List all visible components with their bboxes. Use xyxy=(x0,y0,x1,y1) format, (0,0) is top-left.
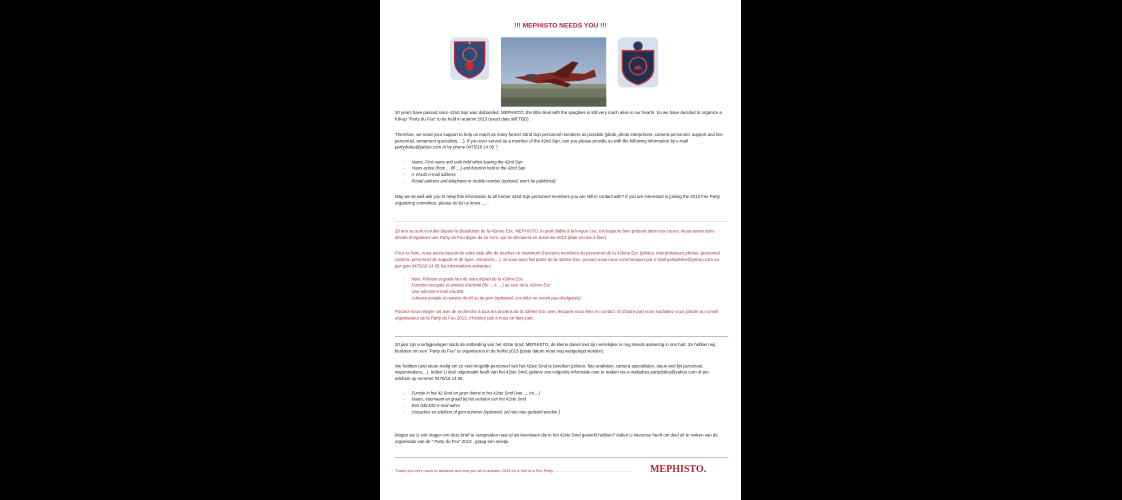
list-item: - Years active (from ... till ....) and function held in the 42nd Sqn xyxy=(412,165,712,171)
list-item: - Nom, Prénom et grade lors de votre départ de la 42ème Esc xyxy=(412,276,712,282)
list-item: - Fonction occupée et années d'activité (de ... à ....) au sein de la 42ème Esc xyxy=(412,282,712,288)
list-item: - A VALID e-mail address xyxy=(412,172,712,178)
english-paragraph-3: May we as well ask you to relay this information to all former 42nd Sqn personnel members you are still in contact with? If you are interested in joining the 2013 Fire Party organizing committee, please do let us know ...... xyxy=(394,193,720,206)
squadron-badge-left-icon xyxy=(450,37,489,80)
footer-dots: ...................................................... xyxy=(554,468,633,473)
list-item: - Une adresse e-mail VALIDE xyxy=(412,289,712,295)
list-item: - Adresse postale et numéro de tél ou de gsm (optionnel, ces infos ne seront pas divulguées) xyxy=(412,295,712,301)
dutch-paragraph-1: 20 jaar zijn voorbijgevlogen sinds de ontbinding van het 42ste Smd. MEPHISTO, de kleine duivel met zijn verrekijker is nog steeds aanwezig in ons hart. Ze hebben wij besloten om een "Party du Feu" te organiseren in de herfst 2013 (juiste datum moet nog vastgelegd worden). xyxy=(394,341,716,354)
list-item: - Postal address and telephone or mobile number (optional, won't be published) xyxy=(412,178,712,184)
french-list xyxy=(412,276,712,301)
list-item: - Huisadres en telefoon of gsm nummer (optioneel, zal niet mee gedeeld worden ) xyxy=(412,409,712,415)
french-paragraph-3: Pouvez-vous relayer cet avis de recherche à tous les anciens de la 42ème Esc avec lesquels vous êtes en contact. Si d'autre part vous souhaitez vous joindre au comité organisateur de la Party du Feu 2013, n'hésitez pas à nous en faire part. xyxy=(394,308,719,321)
list-item: - Name, First name and rank held when leaving the 42nd Sqn xyxy=(412,159,712,165)
dutch-paragraph-3: Mogen we U ook vragen om deze brief te verspreiden naar al uw kennissen die in het 42ste Smd gewerkt hebben? Indien U interesse heeft om deel uit te maken van de organisatie van de " Party du Feu" 2013 , graag een seintje. xyxy=(394,432,718,444)
english-paragraph-2: Therefore, we need your support to help us reach as many former 42nd Sqn personnel members as possible (pilots, photo interpreters, camera personnel, support and line personnel, armament specialists, ...). If you ever served as a member of the 42nd Sqn, can you please provide us with the following information by e-mail partydufeu@yahoo.com or by phone 0475/18 14 05 ? xyxy=(394,131,723,150)
page-title: !!! MEPHISTO NEEDS YOU !!! xyxy=(514,21,607,30)
footer-text xyxy=(395,468,632,473)
list-item: - Een GELDIG e-mail adres xyxy=(412,403,712,409)
dutch-paragraph-2: We hebben (uw) steun nodig om zo veel mogelijk personeel van het 42ste Smd te bereiken (piloten, foto analisten, camera specialisten, steun and lijn personeel, wapenmakers,...). Indien U deel uitgemaakt heeft van het 42ste Smd, gelieve ons volgende informatie over te maken via e-mailadres partydufeu@yahoo.com of per telefoon op nummer 0475/18 14 05: xyxy=(394,363,709,381)
jet-photo xyxy=(501,37,606,106)
french-paragraph-1: 20 ans se sont écoulés depuis la dissolution de la 42ème Esc. MEPHISTO, le petit diable à la longue cue, est toujours bien présent dans nos cœurs. Nous avons donc décidé d'organiser une Party du Feu digne de ce nom, qui se déroulera en automne 2013 (date encore à fixer). xyxy=(394,228,715,240)
english-list xyxy=(412,159,712,184)
french-paragraph-2: Pour ce faire, nous avons besoin de votre aide afin de toucher un maximum d'anciens membres du personnel de la 42ème Esc (pilotes, interprétateurs photos, personnel caméra, personnel de support et de ligne, armuriers,...). Si vous avez fait partie de la 42ème Esc, pouvez-vous nous communiquer par e-mail partydufeu@yahoo.com ou par gsm 0475/18 14 05 les informations suivantes: xyxy=(394,250,720,269)
footer-message: Thank you very much in advance and see you all in autumn 2013 for a hell of a Fire Party xyxy=(394,468,554,473)
english-paragraph-1: 20 years have passed since 42nd Sqn was disbanded. MEPHISTO, the little devil with the spaghies is still very much alive in our hearts. So we have decided to organize a full-up "Party du Feu" to be held in autumn 2013 (exact date still TBD). xyxy=(394,109,722,122)
squadron-badge-right-icon xyxy=(618,37,659,87)
dutch-list xyxy=(412,390,712,415)
list-item: - Naam, Voornaam en graad bij het verlaten van het 42ste Smd xyxy=(412,396,712,402)
list-item: - Functie in het 42 Smd en jaren dienst in het 42ste Smd (van .... tot....) xyxy=(412,390,712,396)
signature: MEPHISTO. xyxy=(649,463,707,475)
document-page xyxy=(380,0,741,500)
